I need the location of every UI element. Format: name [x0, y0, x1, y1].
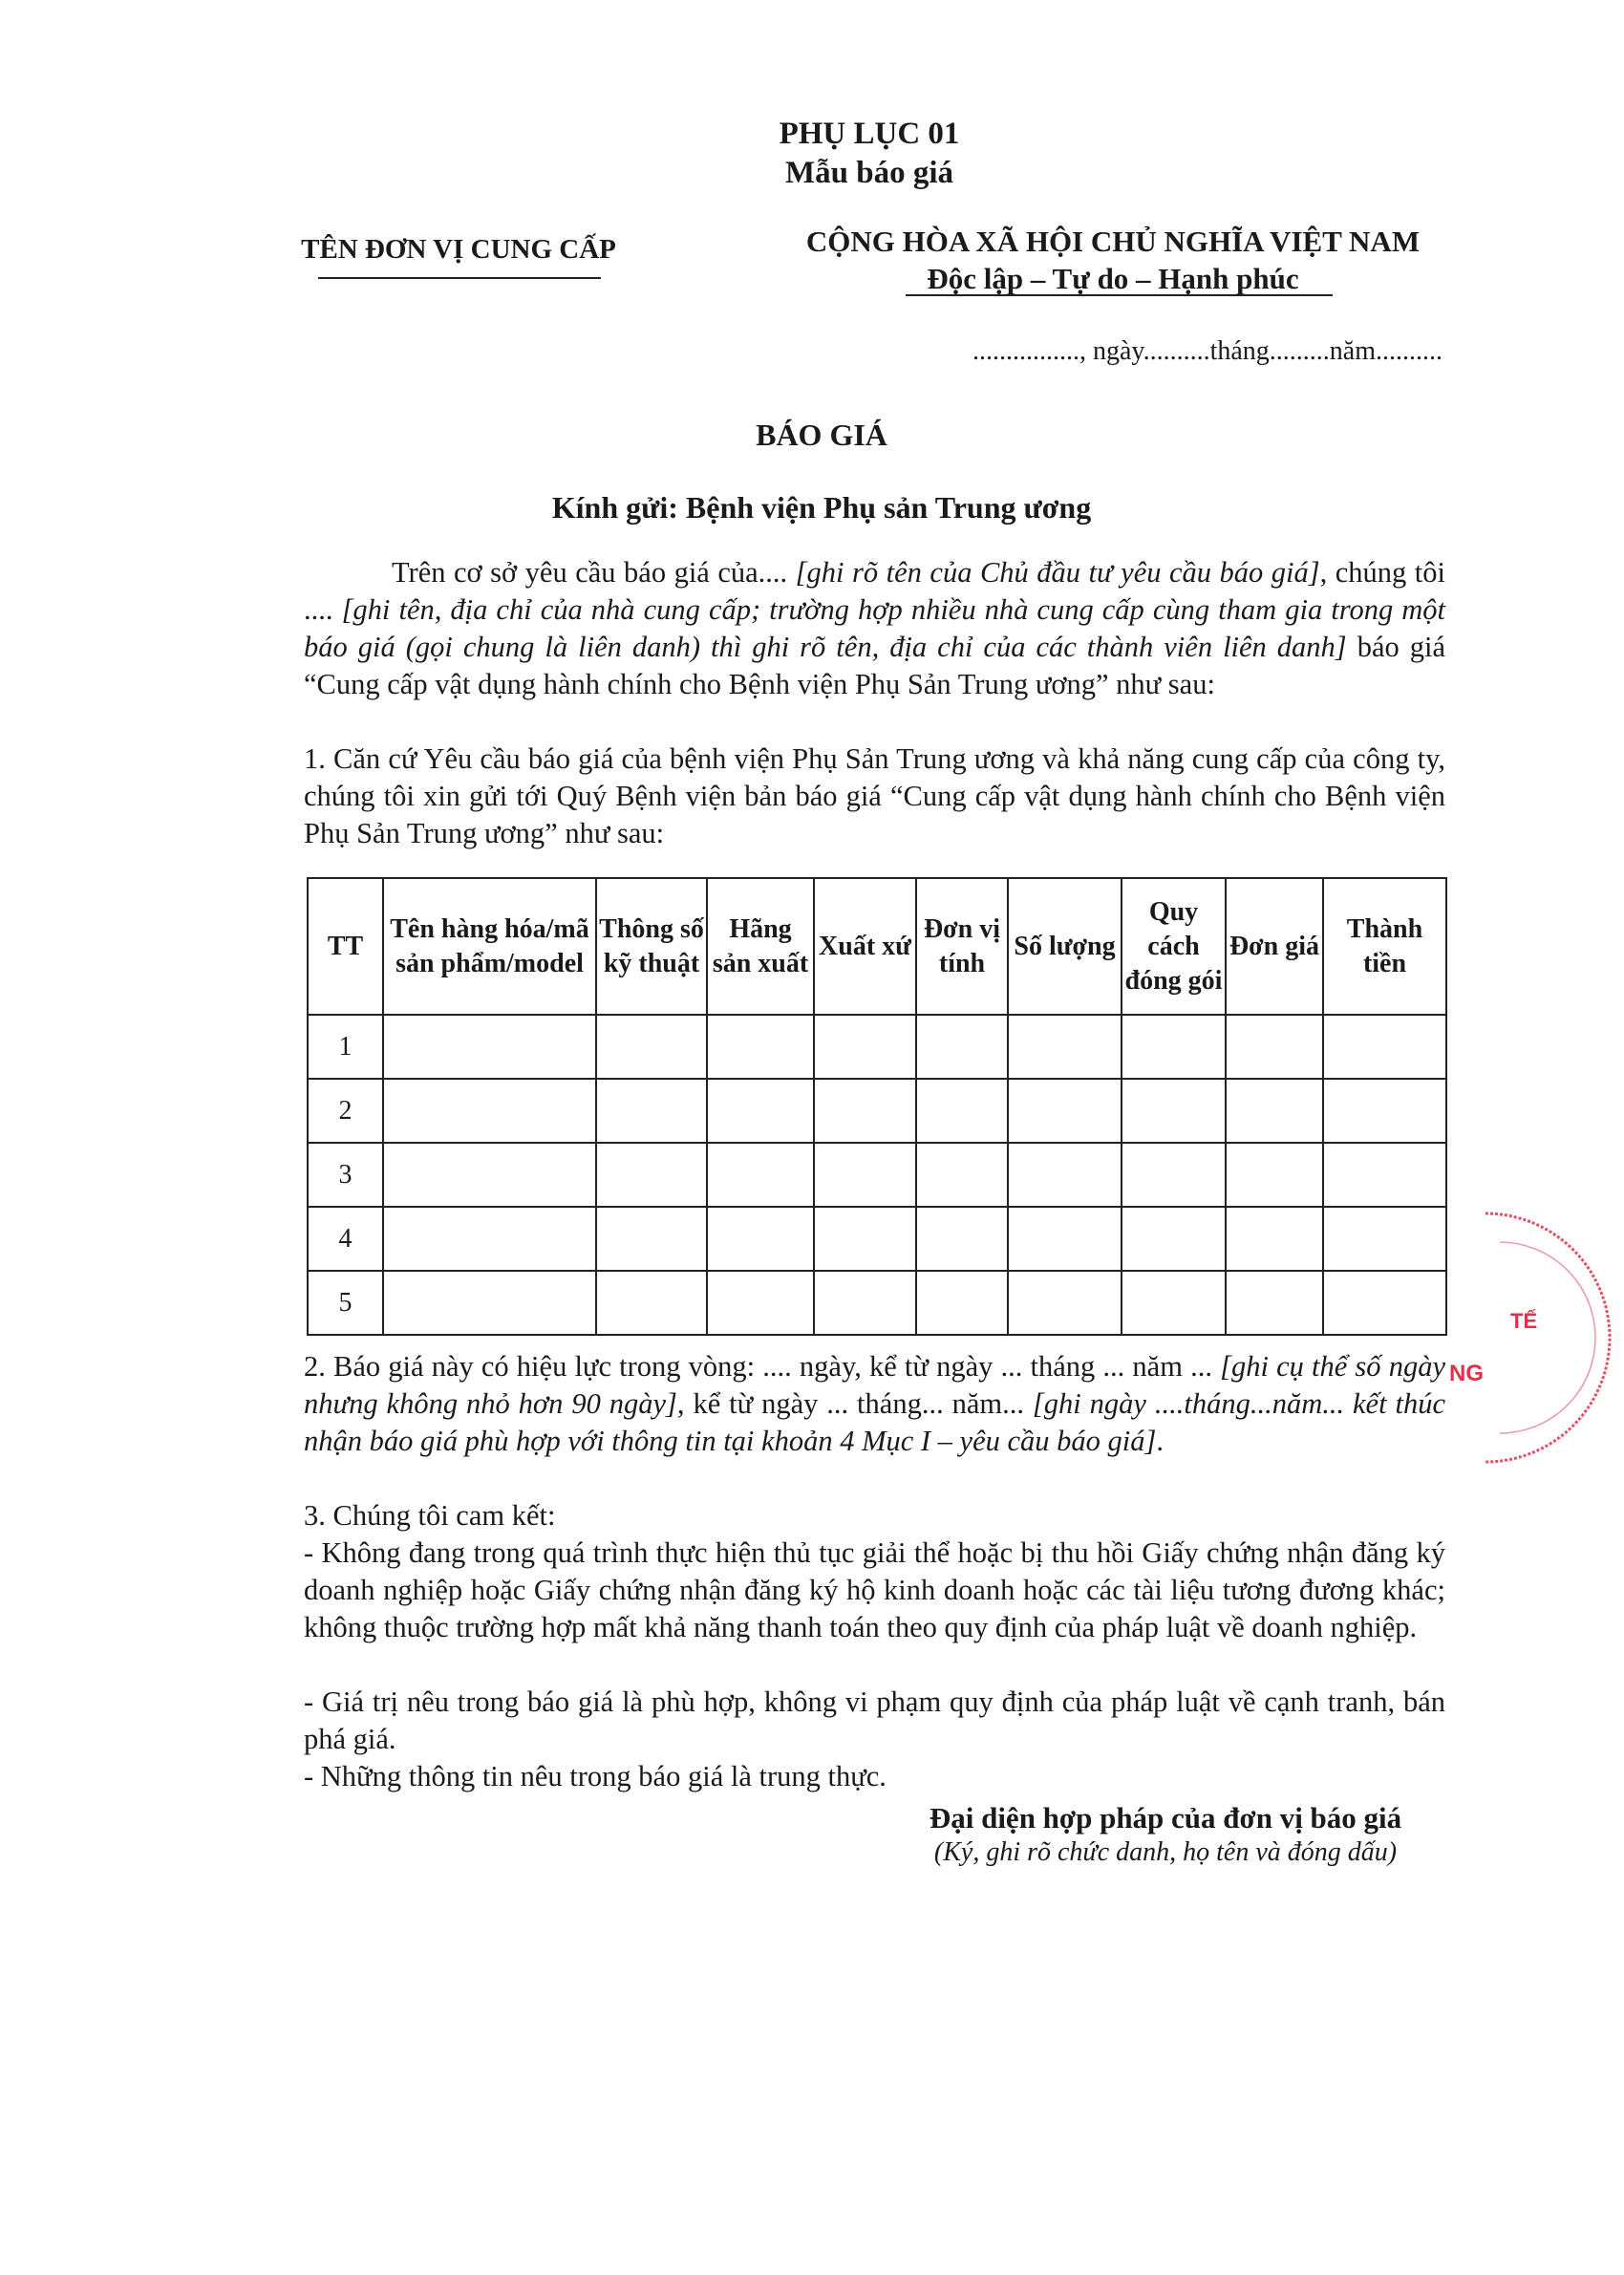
row-number: 2	[308, 1079, 383, 1143]
table-row	[308, 1015, 1446, 1079]
cell-qty	[1008, 1015, 1122, 1079]
document-title: BÁO GIÁ	[756, 418, 887, 452]
cell-price	[1226, 1079, 1323, 1143]
table-row	[308, 1143, 1446, 1207]
intro-text: báo giá “Cung cấp vật dụng hành chính cho Bệnh viện Phụ Sản Trung ương” như sau:	[304, 631, 1445, 700]
row-number: 4	[308, 1207, 383, 1271]
cell-total	[1323, 1015, 1446, 1079]
cell-qty	[1008, 1207, 1122, 1271]
row-number: 1	[308, 1015, 383, 1079]
cell-qty	[1008, 1271, 1122, 1335]
cell-spec	[596, 1207, 707, 1271]
table-row	[308, 1079, 1446, 1143]
point-2-note-days: [ghi cụ thể số ngày nhưng không nhỏ hơn 90 ngày]	[304, 1350, 1445, 1420]
col-header-packing: Quy cách đóng gói	[1122, 878, 1226, 1015]
row-number: 3	[308, 1143, 383, 1207]
date-line: ................, ngày..........tháng.........năm..........	[972, 336, 1442, 366]
point-2-note-end-date: [ghi ngày ....tháng...năm... kết thúc nhận báo giá phù hợp với thông tin tại khoản 4 Mục I – yêu cầu báo giá]	[304, 1387, 1445, 1457]
cell-price	[1226, 1271, 1323, 1335]
cell-name	[383, 1015, 596, 1079]
cell-spec	[596, 1143, 707, 1207]
col-header-tt: TT	[308, 878, 383, 1015]
point-2-text: , kể từ ngày ... tháng... năm...	[676, 1387, 1033, 1420]
cell-packing	[1122, 1079, 1226, 1143]
cell-packing	[1122, 1143, 1226, 1207]
point-3-heading: 3. Chúng tôi cam kết:	[304, 1499, 556, 1532]
row-number: 5	[308, 1271, 383, 1335]
col-header-maker: Hãng sản xuất	[707, 878, 814, 1015]
cell-name	[383, 1207, 596, 1271]
cell-total	[1323, 1079, 1446, 1143]
intro-text: , chúng tôi ....	[304, 556, 1445, 626]
col-header-price: Đơn giá	[1226, 878, 1323, 1015]
cell-origin	[814, 1015, 916, 1079]
cell-origin	[814, 1143, 916, 1207]
recipient-line: Kính gửi: Bệnh viện Phụ sản Trung ương	[551, 490, 1092, 525]
col-header-total: Thành tiền	[1323, 878, 1446, 1015]
signature-note: (Ký, ghi rõ chức danh, họ tên và đóng dấu)	[933, 1837, 1398, 1867]
nation-title: CỘNG HÒA XÃ HỘI CHỦ NGHĨA VIỆT NAM	[805, 225, 1421, 258]
motto-underline	[906, 294, 1333, 296]
cell-unit	[916, 1015, 1008, 1079]
cell-packing	[1122, 1015, 1226, 1079]
table-header-row	[308, 878, 1446, 1015]
supplier-label: TÊN ĐƠN VỊ CUNG CẤP	[301, 234, 616, 265]
col-header-spec: Thông số kỹ thuật	[596, 878, 707, 1015]
cell-price	[1226, 1207, 1323, 1271]
cell-packing	[1122, 1271, 1226, 1335]
col-header-unit: Đơn vị tính	[916, 878, 1008, 1015]
intro-paragraph	[304, 554, 1445, 703]
stamp-text: TẾ	[1510, 1309, 1538, 1333]
intro-note-investor: [ghi rõ tên của Chủ đầu tư yêu cầu báo giá]	[795, 556, 1320, 589]
point-2-paragraph	[304, 1348, 1445, 1460]
appendix-subtitle: Mẫu báo giá	[784, 156, 954, 190]
commitment-item: - Không đang trong quá trình thực hiện thủ tục giải thể hoặc bị thu hồi Giấy chứng nhận đăng ký doanh nghiệp hoặc Giấy chứng nhận đăng ký hộ kinh doanh hoặc các tài liệu tương đương khác; không thuộc trường hợp mất khả năng thanh toán theo quy định của pháp luật về doanh nghiệp.	[304, 1536, 1445, 1643]
col-header-qty: Số lượng	[1008, 878, 1122, 1015]
motto: Độc lập – Tự do – Hạnh phúc	[927, 262, 1299, 295]
table-row	[308, 1271, 1446, 1335]
point-2-text: 2. Báo giá này có hiệu lực trong vòng: .... ngày, kể từ ngày ... tháng ... năm ...	[304, 1350, 1221, 1383]
intro-text: Trên cơ sở yêu cầu báo giá của....	[392, 556, 796, 589]
cell-maker	[707, 1207, 814, 1271]
cell-unit	[916, 1079, 1008, 1143]
cell-maker	[707, 1015, 814, 1079]
cell-qty	[1008, 1079, 1122, 1143]
intro-note-supplier: [ghi tên, địa chỉ của nhà cung cấp; trường hợp nhiều nhà cung cấp cùng tham gia trong một báo giá (gọi chung là liên danh) thì ghi rõ tên, địa chỉ của các thành viên liên danh]	[304, 593, 1446, 663]
cell-unit	[916, 1207, 1008, 1271]
point-1-paragraph: 1. Căn cứ Yêu cầu báo giá của bệnh viện Phụ Sản Trung ương và khả năng cung cấp của công ty, chúng tôi xin gửi tới Quý Bệnh viện bản báo giá “Cung cấp vật dụng hành chính cho Bệnh viện Phụ Sản Trung ương” như sau:	[304, 742, 1445, 849]
col-header-name: Tên hàng hóa/mã sản phẩm/model	[383, 878, 596, 1015]
commitment-item: - Giá trị nêu trong báo giá là phù hợp, không vi phạm quy định của pháp luật về cạnh tranh, bán phá giá.	[304, 1685, 1445, 1755]
cell-origin	[814, 1079, 916, 1143]
signature-title: Đại diện hợp pháp của đơn vị báo giá	[929, 1801, 1402, 1835]
cell-maker	[707, 1271, 814, 1335]
supplier-underline	[318, 277, 601, 279]
cell-unit	[916, 1143, 1008, 1207]
cell-price	[1226, 1015, 1323, 1079]
cell-maker	[707, 1079, 814, 1143]
cell-spec	[596, 1079, 707, 1143]
cell-origin	[814, 1271, 916, 1335]
quote-table	[307, 877, 1447, 1336]
cell-origin	[814, 1207, 916, 1271]
cell-maker	[707, 1143, 814, 1207]
cell-unit	[916, 1271, 1008, 1335]
cell-name	[383, 1079, 596, 1143]
stamp-text: NG	[1449, 1361, 1484, 1386]
cell-name	[383, 1143, 596, 1207]
partial-stamp-seal	[1428, 1194, 1624, 1481]
cell-qty	[1008, 1143, 1122, 1207]
col-header-origin: Xuất xứ	[814, 878, 916, 1015]
cell-price	[1226, 1143, 1323, 1207]
cell-spec	[596, 1271, 707, 1335]
table-row	[308, 1207, 1446, 1271]
cell-packing	[1122, 1207, 1226, 1271]
cell-name	[383, 1271, 596, 1335]
point-2-text: .	[1156, 1425, 1165, 1457]
cell-spec	[596, 1015, 707, 1079]
appendix-title: PHỤ LỤC 01	[779, 117, 960, 151]
commitment-item: - Những thông tin nêu trong báo giá là trung thực.	[304, 1760, 887, 1792]
